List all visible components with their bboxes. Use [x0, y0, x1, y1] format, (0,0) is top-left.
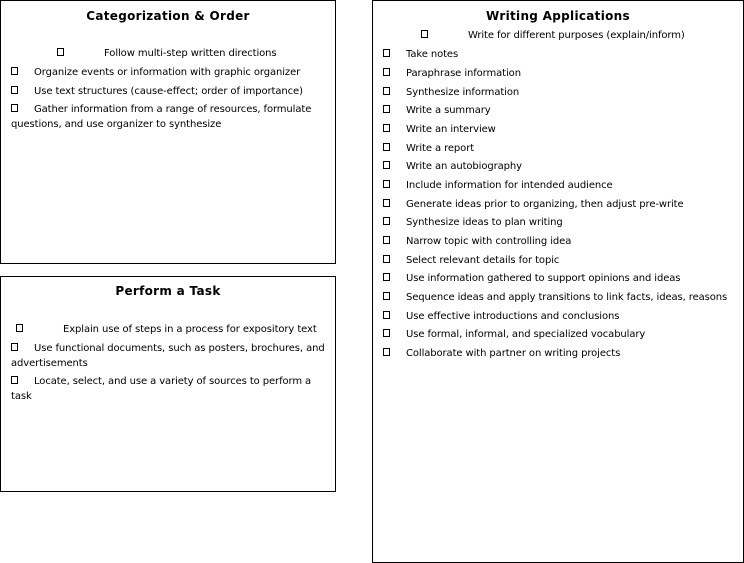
checkbox-icon[interactable]	[383, 180, 390, 188]
checklist-item: Use text structures (cause-effect; order of importance)	[34, 86, 303, 97]
checklist-item: Synthesize ideas to plan writing	[406, 217, 563, 228]
checklist-item: Locate, select, and use a variety of sources to perform a task	[11, 376, 312, 402]
checkbox-icon[interactable]	[16, 324, 23, 332]
checklist-item: Paraphrase information	[406, 68, 521, 79]
checkbox-icon[interactable]	[383, 199, 390, 207]
categorization-order-box	[0, 0, 336, 264]
checkbox-icon[interactable]	[383, 273, 390, 281]
checkbox-icon[interactable]	[383, 143, 390, 151]
checklist-item: Take notes	[406, 49, 459, 60]
checklist-item: Use formal, informal, and specialized vocabulary	[406, 329, 646, 340]
writing-applications-box	[372, 0, 744, 563]
checklist-item: Sequence ideas and apply transitions to link facts, ideas, reasons	[406, 292, 728, 303]
checkbox-icon[interactable]	[383, 124, 390, 132]
checklist-item: Use effective introductions and conclusions	[406, 311, 620, 322]
checkbox-icon[interactable]	[383, 161, 390, 169]
checklist-item: Include information for intended audience	[406, 180, 613, 191]
checkbox-icon[interactable]	[383, 311, 390, 319]
checkbox-icon[interactable]	[383, 348, 390, 356]
checklist-item: Select relevant details for topic	[406, 255, 560, 266]
checklist-item: Synthesize information	[406, 87, 520, 98]
checkbox-icon[interactable]	[11, 86, 18, 94]
checklist-item: Write an autobiography	[406, 161, 522, 172]
checklist-item: Use functional documents, such as posters, brochures, and advertisements	[11, 343, 325, 369]
checkbox-icon[interactable]	[421, 30, 428, 38]
checkbox-icon[interactable]	[383, 236, 390, 244]
checklist-item: Gather information from a range of resources, formulate questions, and use organizer to synthesize	[11, 104, 312, 130]
checkbox-icon[interactable]	[11, 67, 18, 75]
categorization-title: Categorization & Order	[86, 9, 250, 23]
checkbox-icon[interactable]	[383, 68, 390, 76]
checkbox-icon[interactable]	[383, 217, 390, 225]
checkbox-icon[interactable]	[383, 329, 390, 337]
checklist-item: Organize events or information with graphic organizer	[34, 67, 301, 78]
checklist-item: Follow multi-step written directions	[104, 48, 277, 59]
checklist-item: Write a report	[406, 143, 475, 154]
checklist-item: Use information gathered to support opinions and ideas	[406, 273, 681, 284]
checkbox-icon[interactable]	[57, 48, 64, 56]
checkbox-icon[interactable]	[383, 49, 390, 57]
checklist-item: Write an interview	[406, 124, 496, 135]
checklist-item: Narrow topic with controlling idea	[406, 236, 572, 247]
checkbox-icon[interactable]	[383, 292, 390, 300]
checklist-item: Collaborate with partner on writing projects	[406, 348, 621, 359]
checkbox-icon[interactable]	[383, 255, 390, 263]
checklist-item: Write a summary	[406, 105, 491, 116]
checkbox-icon[interactable]	[383, 87, 390, 95]
checklist-item: Write for different purposes (explain/inform)	[468, 30, 685, 41]
checkbox-icon[interactable]	[383, 105, 390, 113]
perform-task-title: Perform a Task	[115, 284, 221, 298]
checklist-item: Explain use of steps in a process for expository text	[63, 324, 317, 335]
checklist-item: Generate ideas prior to organizing, then adjust pre-write	[406, 199, 684, 210]
perform-task-box	[0, 276, 336, 492]
writing-applications-title: Writing Applications	[486, 9, 630, 23]
